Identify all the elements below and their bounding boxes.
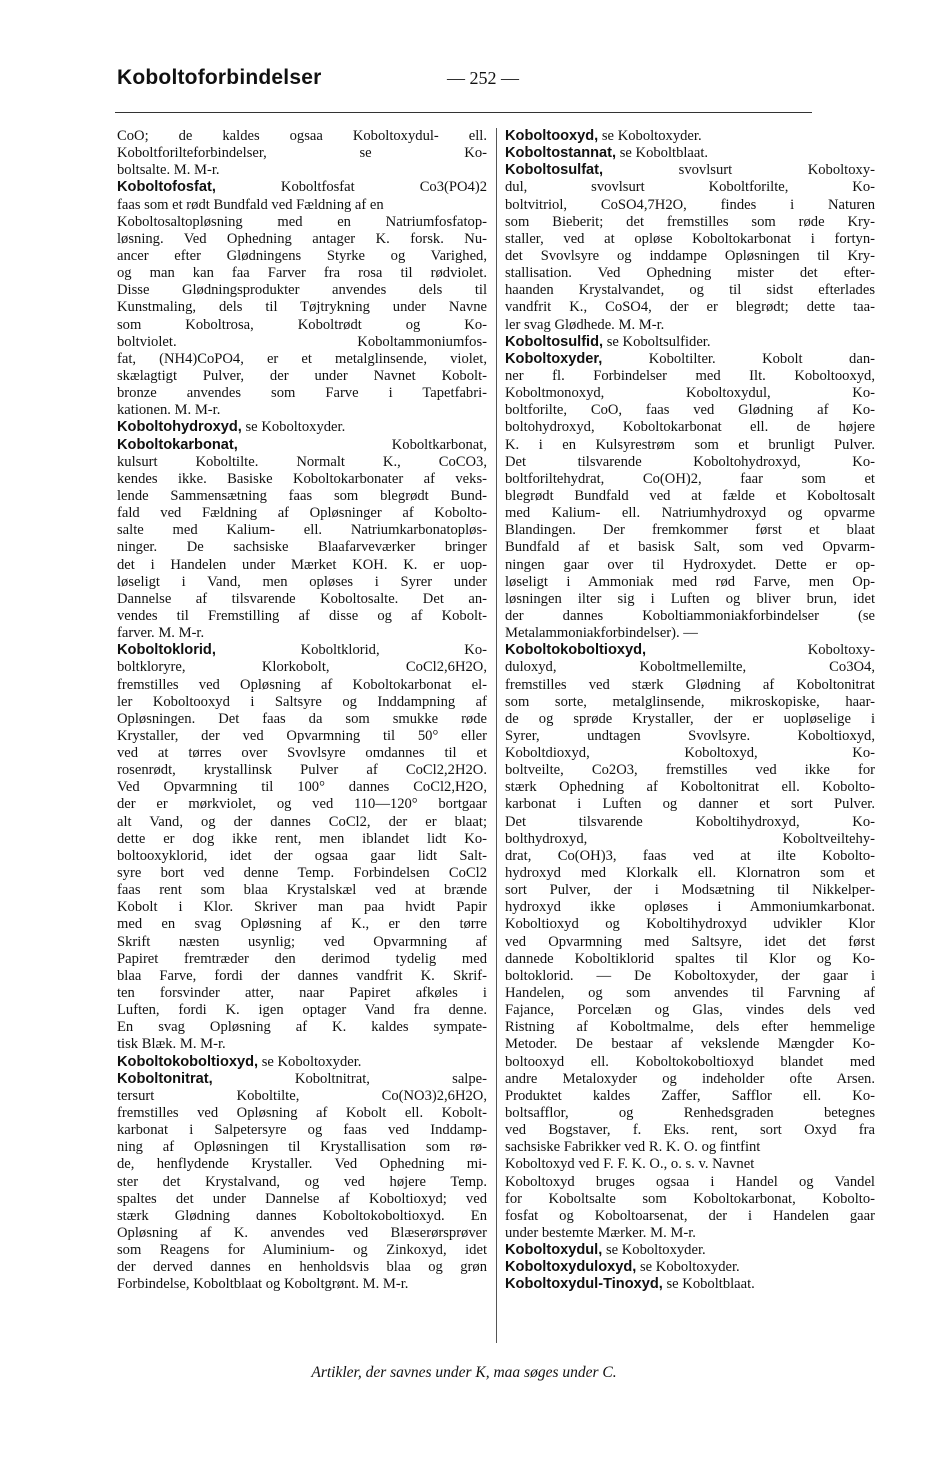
text-line: faas som et rødt Bundfald ved Fældning af en <box>117 196 384 213</box>
text-line: ten forsvinder atter, naar Papiret afkøles i <box>117 985 487 1002</box>
text-line: fat, (NH4)CoPO4, er et metalglinsende, violet, <box>117 350 487 367</box>
page-header <box>117 66 812 96</box>
entry-text: se Koboltoxyder. <box>598 128 702 144</box>
entry-text: Koboltilter. Kobolt dan- <box>602 350 875 367</box>
headword: Koboltoxyduloxyd, <box>505 1259 637 1276</box>
text-line: boltviolet. Koboltammoniumfos- <box>117 333 487 350</box>
text-line: boltohydroxyd, Koboltokarbonat ell. de højere <box>505 419 875 436</box>
text-line: Koboltoxyd ved F. F. K. O., o. s. v. Navnet <box>505 1156 755 1173</box>
text-line: med en svag Opløsning af K., er den tørre <box>117 916 487 933</box>
text-line: der er mørkviolet, og ved 110—120° bortgaar <box>117 796 487 813</box>
text-line: Metalammoniakforbindelser). — <box>505 625 698 642</box>
headword: Koboltosulfat, <box>505 162 604 179</box>
text-line: de og sprøde Krystaller, der er uopløselige i <box>505 710 875 727</box>
text-line: boltsafflor, og Renhedsgraden betegnes <box>505 1105 875 1122</box>
text-line: stallisation. Ved Ophedning mister det efter- <box>505 265 875 282</box>
text-line <box>505 351 875 368</box>
text-line: kendes ikke. Basiske Koboltokarbonater af veks- <box>117 470 487 487</box>
text-line: staller, ved at opløse Koboltokarbonat i fortyn- <box>505 230 875 247</box>
text-line: ler svag Glødhede. M. M-r. <box>505 316 665 333</box>
text-line: tersurt Koboltilte, Co(NO3)2,6H2O, <box>117 1087 487 1104</box>
text-line: boltveilte, Co2O3, fremstilles ved ikke for <box>505 762 875 779</box>
left-column <box>117 128 487 1294</box>
text-line: Metoder. De bestaar af vekslende Mængder Ko- <box>505 1036 875 1053</box>
text-line: kulsurt Koboltilte. Normalt K., CoCO3, <box>117 453 487 470</box>
text-line <box>505 145 875 162</box>
text-line: hydroxyd med Klorkalk ell. Klornatron som et <box>505 865 875 882</box>
text-line: løsning. Ved Ophedning antager K. forsk. Nu- <box>117 230 487 247</box>
text-line: som Reagens for Aluminium- og Zinkoxyd, idet <box>117 1242 487 1259</box>
text-line: Kobolt i Klor. Skriver man paa hvidt Papir <box>117 899 487 916</box>
text-line <box>505 162 875 179</box>
text-line: salte med Kalium- ell. Natriumkarbonatopløs- <box>117 522 487 539</box>
text-line: dul, svovlsurt Koboltforilte, Ko- <box>505 179 875 196</box>
text-line: fremstilles ved Opløsning af Koboltokarbonat el- <box>117 676 487 693</box>
text-line: blaa Farve, fordi der dannes vandfrit K. Skrif- <box>117 967 487 984</box>
entry-text: se Koboltoxyder. <box>636 1259 740 1276</box>
text-line: dannede Koboltiklorid spaltes til Klor og Ko- <box>505 950 875 967</box>
text-line: Syrer, undtagen Svovlsyre. Koboltioxyd, <box>505 727 875 744</box>
headword: Koboltokoboltioxyd, <box>117 1053 259 1070</box>
text-line: Handelen, og som anvendes til Farvning af <box>505 985 875 1002</box>
text-line: rosenrødt, krystallinsk Pulver af CoCl2,2H2O. <box>117 762 487 779</box>
text-line: dette er dog ikke rent, men iblandet lidt Ko- <box>117 830 487 847</box>
text-line: Bundfald af et basisk Salt, som ved Opvarm- <box>505 539 875 556</box>
text-line: ster det Krystalvand, og ved højere Temp. <box>117 1173 487 1190</box>
text-line: hydroxyd ikke opløses i Ammoniumkarbonat. <box>505 899 875 916</box>
text-line: og man kan faa Farver fra rosa til rødviolet. <box>117 265 487 282</box>
text-line: En svag Opløsning af K. kaldes sympate- <box>117 1019 487 1036</box>
headword: Koboltokarbonat, <box>117 436 238 453</box>
text-line: Det tilsvarende Koboltihydroxyd, Ko- <box>505 813 875 830</box>
text-line <box>117 437 487 454</box>
entry-text: Koboltfosfat Co3(PO4)2 <box>215 179 487 196</box>
entry-text: Koboltnitrat, salpe- <box>212 1070 487 1087</box>
text-line: Kunstmaling, dels til Tøjtrykning under Navne <box>117 299 487 316</box>
text-line: Koboltforilteforbindelser, se Ko- <box>117 145 487 162</box>
headword: Koboltoxyder, <box>505 350 603 367</box>
text-line: Fajance, Porcelæn og Glas, vindes dels ved <box>505 1002 875 1019</box>
text-line: Koboltioxyd og Koboltihydroxyd udvikler Klor <box>505 916 875 933</box>
text-line: boltvitriol, CoSO4,7H2O, findes i Naturen <box>505 196 875 213</box>
entry-text: se Koboltoxyder. <box>241 419 346 436</box>
text-line: fald ved Fældning af Opløsninger af Koboltо- <box>117 505 487 522</box>
text-line <box>117 179 487 196</box>
column-divider <box>496 128 497 1343</box>
text-line: fosfat og Koboltoarsenat, der i Handelen gaar <box>505 1207 875 1224</box>
text-line <box>505 1276 875 1293</box>
text-line: ved Opvarmning med Saltsyre, idet det først <box>505 933 875 950</box>
text-line <box>505 334 875 351</box>
page-number: — 252 — <box>447 68 519 88</box>
header-rule <box>115 112 812 113</box>
text-line: ler Koboltooxyd i Saltsyre og Inddampning af <box>117 693 487 710</box>
entry-text: se Koboltoxyder. <box>258 1053 362 1070</box>
headword: Koboltokoboltioxyd, <box>505 642 647 659</box>
text-line: løseligt i Ammoniak med rød Farve, men Op- <box>505 573 875 590</box>
text-line: Det tilsvarende Koboltohydroxyd, Ko- <box>505 453 875 470</box>
text-line: duloxyd, Koboltmellemilte, Co3O4, <box>505 659 875 676</box>
text-line: karbonat i Luften og danner et sort Pulver. <box>505 796 875 813</box>
text-line: boltforilte, CoO, faas ved Glødning af Ko- <box>505 402 875 419</box>
text-line: syre bort ved denne Temp. Forbindelsen CoCl2 <box>117 865 487 882</box>
text-line: under bestemte Mærker. M. M-r. <box>505 1225 696 1241</box>
text-line: spaltes det under Dannelse af Koboltioxyd; ved <box>117 1190 487 1207</box>
text-line: ninger. De sachsiske Blaafarveværker bringer <box>117 539 487 556</box>
entry-text: Koboltkarbonat, <box>237 436 487 453</box>
text-line: Opløsningen. Det faas da som smukke røde <box>117 710 487 727</box>
text-line: stærk Glødning dannes Koboltokoboltioxyd. En <box>117 1207 487 1224</box>
text-line: boltooxyklorid, idet der ogsaa gaar lidt Salt- <box>117 847 487 864</box>
headword: Koboltoxydul, <box>505 1242 603 1259</box>
text-line: fremstilles ved stærk Glødning af Koboltonitrat <box>505 676 875 693</box>
text-line: skælagtigt Pulver, der under Navnet Kobolt- <box>117 367 487 384</box>
text-line: som Bieberit; det fremstilles som røde Kry- <box>505 213 875 230</box>
text-line: Forbindelse, Koboltblaat og Koboltgrønt. M. M-r. <box>117 1276 409 1293</box>
text-line: faas rent som blaa Krystalskæl ved at brænde <box>117 882 487 899</box>
text-line: boltsalte. M. M-r. <box>117 162 220 179</box>
entry-text: se Koboltblaat. <box>662 1276 755 1293</box>
running-title: Koboltoforbindelser <box>117 66 322 89</box>
text-line: vendes til Fremstilling af disse og af Kobolt- <box>117 607 487 624</box>
entry-text: se Koboltoxyder. <box>602 1242 706 1259</box>
text-line: Krystaller, der ved Opvarmning til 50° eller <box>117 727 487 744</box>
text-line: der derved dannes en henholdsvis blaa og grøn <box>117 1259 487 1276</box>
headword: Koboltostannat, <box>505 145 617 162</box>
text-line: Disse Glødningsprodukter anvendes dels til <box>117 282 487 299</box>
headword: Koboltofosfat, <box>117 179 216 196</box>
text-line: CoO; de kaldes ogsaa Koboltoxydul- ell. <box>117 128 487 144</box>
entry-text: se Koboltblaat. <box>616 145 709 162</box>
text-line: karbonat i Salpetersyre og faas ved Inddamp- <box>117 1122 487 1139</box>
text-line: ved at tørres over Svovlsyre omdannes til et <box>117 745 487 762</box>
headword: Koboltonitrat, <box>117 1070 213 1087</box>
text-line: Produktet kaldes Zaffer, Safflor ell. Ko- <box>505 1087 875 1104</box>
right-column <box>505 128 875 1294</box>
text-line: Koboltoxyd bruges ogsaa i Handel og Vandel <box>505 1173 875 1190</box>
text-line: ner fl. Forbindelser med Ilt. Koboltooxyd, <box>505 367 875 384</box>
entry-text: svovlsurt Koboltoxy- <box>603 162 875 179</box>
text-line: alt Vand, og der dannes CoCl2, der er blaat; <box>117 813 487 830</box>
text-line: som sorte, metalglinsende, mikroskopiske, haar- <box>505 693 875 710</box>
text-line <box>505 128 875 145</box>
text-line: ved Bogstaver, f. Eks. rent, sort Oxyd fra <box>505 1122 875 1139</box>
entry-text: Koboltoxy- <box>646 642 875 659</box>
text-line: farver. M. M-r. <box>117 625 205 642</box>
text-line: Koboltosaltopløsning med en Natriumfosfatop- <box>117 213 487 230</box>
text-line: de, henflydende Krystaller. Ved Ophedning mi- <box>117 1156 487 1173</box>
text-line: stærk Ophedning af Koboltonitrat ell. Kobolto- <box>505 779 875 796</box>
entry-text: Koboltklorid, Ko- <box>215 642 487 659</box>
text-line: boltoklorid. — De Koboltoxyder, der gaar i <box>505 967 875 984</box>
text-line: tisk Blæk. M. M-r. <box>117 1036 226 1053</box>
text-line: Ved Opvarmning til 100° dannes CoCl2,H2O, <box>117 779 487 796</box>
headword: Koboltoklorid, <box>117 642 216 659</box>
text-line: Koboltdioxyd, Koboltoxyd, Ko- <box>505 745 875 762</box>
text-line: for Koboltsalte som Koboltokarbonat, Kobolto- <box>505 1190 875 1207</box>
footer-note: Artikler, der savnes under K, maa søges under C. <box>311 1364 617 1381</box>
entry-text: se Koboltsulfider. <box>603 333 711 350</box>
headword: Koboltoxydul-Tinoxyd, <box>505 1276 663 1293</box>
text-line: blegrødt Bundfald ved at fælde et Koboltosalt <box>505 487 875 504</box>
text-line <box>117 1071 487 1088</box>
text-line: Skrift næsten usynlig; ved Opvarmning af <box>117 933 487 950</box>
text-line <box>505 1259 875 1276</box>
text-line: andre Metaloxyder og indeholder ofte Arsen. <box>505 1070 875 1087</box>
text-line <box>117 419 487 436</box>
text-line: lende Sammensætning faas som blegrødt Bund- <box>117 487 487 504</box>
text-line: der dannes Koboltiammoniakforbindelser (se <box>505 607 875 624</box>
text-line: det Svovlsyre og inddampe Opløsningen til Kry- <box>505 247 875 264</box>
text-line: Opløsning af K. anvendes ved Blæserørsprøver <box>117 1225 487 1241</box>
text-line: boltforiltehydrat, Co(OH)2, faar som et <box>505 470 875 487</box>
text-line: haanden Krystalvandet, og til sidst efterlades <box>505 282 875 299</box>
headword: Koboltohydroxyd, <box>117 419 242 436</box>
text-line: ancer efter Glødningens Styrke og Varighed, <box>117 247 487 264</box>
text-line: ning af Opløsningen til Krystallisation som rø- <box>117 1139 487 1156</box>
text-line: Blandingen. Der fremkommer først et blaat <box>505 522 875 539</box>
text-line <box>505 1242 875 1259</box>
text-line: Luften, fordi K. igen optager Vand fra denne. <box>117 1002 487 1019</box>
text-line: Koboltmonoxyd, Koboltoxydul, Ko- <box>505 385 875 402</box>
text-line: som Koboltrosa, Koboltrødt og Ko- <box>117 316 487 333</box>
text-line: boltkloryre, Klorkobolt, CoCl2,6H2O, <box>117 659 487 676</box>
text-line: løseligt i Vand, men opløses i Syrer under <box>117 573 487 590</box>
text-line: med Kalium- ell. Natriumhydroxyd og opvarme <box>505 505 875 522</box>
text-line: bolthydroxyd, Koboltveiltehy- <box>505 830 875 847</box>
text-line: Ristning af Koboltmalme, dels efter hemmelige <box>505 1019 875 1036</box>
text-line: det i Handelen under Mærket KOH. K. er uop- <box>117 556 487 573</box>
text-line <box>117 1054 487 1071</box>
text-line: ningen gaar over til Hydroxydet. Dette er op- <box>505 556 875 573</box>
text-line: Dannelse af tilsvarende Koboltosalte. Det an- <box>117 590 487 607</box>
text-line <box>505 642 875 659</box>
text-line: løsningen ilter sig i Luften og bliver brun, idet <box>505 590 875 607</box>
text-line: K. i en Kulsyrestrøm som et brunligt Pulver. <box>505 436 875 453</box>
text-line: vandfrit K., CoSO4, der er blegrødt; dette taa- <box>505 299 875 316</box>
text-line: boltooxyd ell. Koboltokoboltioxyd blandet med <box>505 1053 875 1070</box>
text-line: fremstilles ved Opløsning af Kobolt ell. Kobolt- <box>117 1105 487 1122</box>
text-line: bronze anvendes som Farve i Tapetfabri- <box>117 385 487 402</box>
text-line: Papiret fremtræder den derimod tydelig med <box>117 950 487 967</box>
text-line: drat, Co(OH)3, faas ved at ilte Kobolto- <box>505 847 875 864</box>
headword: Koboltooxyd, <box>505 128 599 144</box>
headword: Koboltosulfid, <box>505 333 604 350</box>
text-line: kationen. M. M-r. <box>117 402 221 419</box>
text-line: sachsiske Fabrikker ved R. K. O. og fintfint <box>505 1139 761 1156</box>
text-line: sort Pulver, der i Modsætning til Nikkelper- <box>505 882 875 899</box>
text-line <box>117 642 487 659</box>
